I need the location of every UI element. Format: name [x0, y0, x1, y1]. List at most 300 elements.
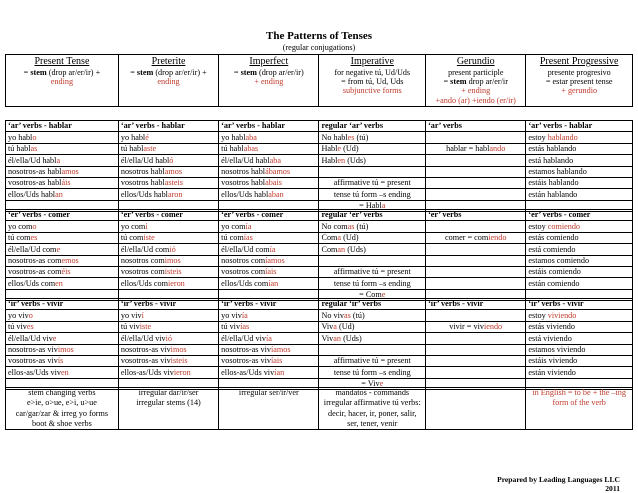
tense-name: [428, 56, 523, 68]
imperfect-ending: aba: [269, 155, 281, 165]
er-gerund-cell: [426, 221, 526, 232]
tense-name-text: Imperfect: [249, 56, 289, 67]
imperative-pronoun: (Ud): [341, 144, 359, 154]
ar-preterite-cell: [118, 155, 218, 166]
ir-gerund-cell: [426, 310, 526, 321]
gerund-stem: vivir = viv: [449, 322, 484, 332]
ir-present-cell: [6, 355, 119, 366]
preterite-ending: amos: [164, 167, 183, 177]
ar-preterite-cell: [118, 166, 218, 177]
ar-gerund-cell: [426, 166, 526, 177]
er-imperfect-cell: [219, 278, 319, 289]
progressive-estar: estás viviendo: [528, 322, 575, 332]
ir-progressive-cell: [526, 310, 633, 321]
preterite-stem: él/ella/Ud habl: [120, 155, 170, 165]
preterite-stem: ellos-as/Uds viv: [120, 367, 174, 377]
progressive-gerund: comiendo: [547, 221, 581, 231]
tense-name-text: Gerundio: [456, 56, 495, 67]
imperative-ending: an: [333, 333, 342, 343]
note-cell: [118, 388, 218, 430]
ar-progressive-cell: [526, 132, 633, 143]
imperative-ending: as: [344, 310, 351, 320]
er-gerund-cell: [426, 278, 526, 289]
ar-present-cell: [6, 189, 119, 200]
ar-preterite-cell: [118, 143, 218, 154]
preterite-ending: ió: [169, 244, 176, 254]
note-cell: [219, 388, 319, 430]
imperfect-stem: vosotros habl: [221, 178, 266, 188]
imperfect-ending: ías: [240, 322, 250, 332]
ir-present-cell: [6, 367, 119, 378]
er-preterite-cell: [118, 278, 218, 289]
ir-progressive-cell: [526, 321, 633, 332]
imperfect-stem: vosotros com: [221, 267, 266, 277]
imperfect-ending: ían: [268, 278, 279, 288]
tense-header-cell: [526, 55, 633, 107]
ar-preterite-cell: [118, 132, 218, 143]
progressive-estar: estoy: [528, 221, 548, 231]
er-present-cell: [6, 266, 119, 277]
note-cell: [319, 388, 426, 430]
preterite-stem: yo com: [120, 221, 146, 231]
progressive-estar: estáis viviendo: [528, 356, 578, 366]
ar-present-cell: [6, 177, 119, 188]
ar-imperative-cell: [319, 177, 426, 188]
present-ending: an: [55, 189, 63, 199]
present-stem: tú viv: [8, 322, 27, 332]
er-column-heading: ‘er’ verbs - comer: [6, 210, 119, 221]
preterite-stem: nosotros-as viv: [120, 345, 171, 355]
imperfect-ending: ábamos: [265, 167, 291, 177]
imperfect-stem: ellos-as/Uds viv: [221, 367, 275, 377]
tense-subtitle: presente progresivo: [547, 67, 611, 77]
preterite-ending: ieron: [173, 367, 191, 377]
imperative-stem: No viv: [321, 310, 344, 320]
ar-progressive-cell: [526, 166, 633, 177]
ar-progressive-cell: [526, 189, 633, 200]
ir-imperfect-cell: [219, 355, 319, 366]
er-imperative-cell: [319, 221, 426, 232]
ir-preterite-cell: [118, 367, 218, 378]
er-present-cell: [6, 244, 119, 255]
ar-column-heading: ‘ar’ verbs - hablar: [526, 121, 633, 132]
formula-gerund-endings: +ando (ar) +iendo (er/ir): [435, 95, 516, 105]
preterite-stem: vosotros habl: [120, 178, 165, 188]
ir-imperfect-cell: [219, 344, 319, 355]
imperative-ending: e: [379, 379, 384, 389]
imperative-pronoun: (Uds): [345, 244, 366, 254]
formula-ending: ending: [157, 76, 180, 86]
preterite-stem: tú habl: [120, 144, 144, 154]
er-imperative-cell: [319, 255, 426, 266]
note-line: decir, hacer, ir, poner, salir,: [327, 408, 417, 418]
imperfect-ending: íais: [265, 267, 277, 277]
present-stem: yo habl: [8, 132, 33, 142]
preterite-stem: ellos/Uds habl: [120, 189, 168, 199]
tense-header-cell: [319, 55, 426, 107]
preterite-stem: yo habl: [120, 132, 146, 142]
ir-preterite-cell: [118, 333, 218, 344]
imperfect-stem: él/ella/Ud com: [221, 244, 270, 254]
er-imperfect-cell: [219, 255, 319, 266]
er-column-heading: regular ‘er’ verbs: [319, 210, 426, 221]
preterite-stem: ellos/Uds com: [120, 278, 168, 288]
present-stem: ellos/Uds habl: [8, 189, 56, 199]
er-imperfect-cell: [219, 244, 319, 255]
progressive-estar: estamos hablando: [528, 167, 587, 177]
ir-verbs-table: [5, 298, 633, 390]
ar-preterite-cell: [118, 189, 218, 200]
progressive-estar: estáis hablando: [528, 178, 579, 188]
ir-present-cell: [6, 310, 119, 321]
ir-gerund-cell: [426, 333, 526, 344]
ir-imperative-cell: [319, 344, 426, 355]
gerund-ending: iendo: [483, 322, 503, 332]
imperative-stem: Com: [321, 233, 338, 243]
imperative-stem: = Habl: [359, 201, 382, 211]
imperfect-ending: ía: [241, 310, 248, 320]
er-progressive-cell: [526, 221, 633, 232]
preterite-ending: í: [145, 221, 148, 231]
ar-imperfect-cell: [219, 143, 319, 154]
imperfect-stem: ellos/Uds habl: [221, 189, 269, 199]
imperative-pronoun: (Ud): [336, 322, 355, 332]
progressive-gerund: viviendo: [547, 310, 577, 320]
ir-imperfect-cell: [219, 367, 319, 378]
formula-line: = from tú, Ud, Uds: [341, 76, 404, 86]
progressive-estar: estoy: [528, 132, 548, 142]
ir-present-cell: [6, 321, 119, 332]
ar-column-heading: ‘ar’ verbs: [426, 121, 526, 132]
er-verbs-table: [5, 209, 633, 301]
ar-imperative-cell: [319, 132, 426, 143]
note-line: ser, tener, venir: [347, 418, 398, 428]
progressive-estar: estás comiendo: [528, 233, 579, 243]
imperfect-stem: él/ella/Ud habl: [221, 155, 270, 165]
ar-column-heading: ‘ar’ verbs - hablar: [118, 121, 218, 132]
preterite-ending: ieron: [167, 278, 185, 288]
imperative-ending: e: [337, 144, 342, 154]
ar-gerund-cell: [426, 155, 526, 166]
ar-imperfect-cell: [219, 155, 319, 166]
imperfect-stem: nosotros habl: [221, 167, 266, 177]
gerund-ending: iendo: [488, 233, 507, 243]
present-ending: as: [30, 144, 38, 154]
imperfect-ending: ían: [274, 367, 285, 377]
note-line: stem changing verbs: [28, 388, 96, 397]
imperative-ending: a: [333, 322, 337, 332]
ir-progressive-cell: [526, 355, 633, 366]
er-progressive-cell: [526, 244, 633, 255]
ar-imperative-cell: [319, 189, 426, 200]
preterite-ending: asteis: [164, 178, 183, 188]
imperfect-ending: aban: [268, 189, 284, 199]
tense-header-cell: [6, 55, 119, 107]
imperfect-ending: íamos: [265, 256, 285, 266]
imperative-ending: an: [337, 244, 346, 254]
tense-name: [528, 56, 630, 68]
ir-imperative-cell: [319, 310, 426, 321]
imperative-stem: = Com: [359, 290, 382, 300]
ar-gerund-cell: [426, 143, 526, 154]
imperative-stem: tense tú form –s ending: [333, 278, 411, 288]
er-gerund-cell: [426, 244, 526, 255]
ar-column-heading: regular ‘ar’ verbs: [319, 121, 426, 132]
tense-header-cell: [219, 55, 319, 107]
imperative-stem: No com: [321, 221, 348, 231]
formula-line: = stem (drop ar/er/ir) +: [130, 67, 207, 77]
preterite-ending: isteis: [164, 267, 182, 277]
ir-imperfect-cell: [219, 321, 319, 332]
present-stem: yo viv: [8, 310, 29, 320]
progressive-estar: está viviendo: [528, 333, 572, 343]
ir-preterite-cell: [118, 344, 218, 355]
formula-ending: ending: [50, 76, 74, 86]
present-ending: en: [55, 278, 63, 288]
imperfect-stem: tú viv: [221, 322, 241, 332]
tense-subtitle: for negative tú, Ud/Uds: [334, 67, 411, 77]
progressive-estar: está comiendo: [528, 244, 576, 254]
present-ending: imos: [57, 345, 74, 355]
tense-header-cell: [118, 55, 218, 107]
formula-ending: subjunctive forms: [342, 86, 402, 96]
imperative-stem: Viv: [321, 322, 334, 332]
present-stem: él/ella/Ud viv: [8, 333, 53, 343]
imperative-stem: = Viv: [361, 379, 380, 389]
note-line: irregular dar/ir/ser: [138, 388, 199, 397]
er-progressive-cell: [526, 278, 633, 289]
present-ending: e: [56, 244, 61, 254]
present-stem: tú com: [8, 233, 31, 243]
er-column-heading: ‘er’ verbs: [426, 210, 526, 221]
present-ending: éis: [61, 267, 71, 277]
notes-table: [5, 387, 633, 430]
credit: [497, 475, 620, 493]
imperfect-stem: él/ella/Ud viv: [221, 333, 266, 343]
formula-ending: + ending: [461, 86, 491, 96]
preterite-ending: imos: [170, 345, 187, 355]
present-ending: o: [32, 132, 37, 142]
imperative-pronoun: (Uds): [341, 333, 362, 343]
preterite-stem: vosotros-as viv: [120, 356, 171, 366]
preterite-stem: nosotros habl: [120, 167, 165, 177]
progressive-estar: estáis comiendo: [528, 267, 581, 277]
ir-column-heading: regular ‘ir’ verbs: [319, 299, 426, 310]
preterite-ending: ió: [165, 333, 173, 343]
note-line: irregular affirmative tú verbs:: [323, 398, 421, 408]
imperative-stem: Habl: [321, 155, 338, 165]
present-ending: a: [56, 155, 61, 165]
present-ending: ís: [57, 356, 64, 366]
present-stem: vosotros-as com: [8, 267, 62, 277]
tense-name: [121, 56, 216, 68]
gerund-stem: hablar = habl: [446, 144, 490, 154]
er-present-cell: [6, 278, 119, 289]
imperfect-ending: ía: [245, 221, 252, 231]
er-imperative-cell: [319, 278, 426, 289]
credit-line: Prepared by Leading Languages LLC: [497, 475, 620, 484]
preterite-stem: vosotros com: [120, 267, 165, 277]
tense-name-text: Preterite: [151, 56, 186, 67]
er-preterite-cell: [118, 221, 218, 232]
ir-imperative-cell: [319, 321, 426, 332]
ir-imperative-cell: [319, 367, 426, 378]
tense-name-text: Present Progressive: [539, 56, 619, 67]
ar-present-cell: [6, 155, 119, 166]
ar-imperfect-cell: [219, 132, 319, 143]
er-gerund-cell: [426, 232, 526, 243]
note-cell: [526, 388, 633, 430]
present-stem: ellos/Uds com: [8, 278, 56, 288]
imperfect-stem: nosotros com: [221, 256, 266, 266]
tense-header-cell: [426, 55, 526, 107]
ar-progressive-cell: [526, 143, 633, 154]
imperfect-ending: ías: [243, 233, 253, 243]
er-imperative-cell: [319, 232, 426, 243]
preterite-ending: iste: [139, 322, 152, 332]
ar-gerund-cell: [426, 177, 526, 188]
progressive-estar: estamos comiendo: [528, 256, 590, 266]
er-present-cell: [6, 255, 119, 266]
imperfect-stem: vosotros-as viv: [221, 356, 271, 366]
imperative-pronoun: (Uds): [345, 155, 366, 165]
present-ending: es: [26, 322, 34, 332]
imperative-pronoun: (tú): [354, 221, 369, 231]
ar-imperfect-cell: [219, 177, 319, 188]
preterite-ending: aron: [167, 189, 183, 199]
imperative-stem: affirmative tú = present: [333, 267, 411, 277]
ir-column-heading: ‘ir’ verbs - vivir: [426, 299, 526, 310]
imperative-stem: tense tú form –s ending: [333, 367, 411, 377]
ar-present-cell: [6, 132, 119, 143]
gerund-ending: ando: [489, 144, 506, 154]
ir-preterite-cell: [118, 310, 218, 321]
ir-gerund-cell: [426, 355, 526, 366]
imperfect-stem: yo viv: [221, 310, 242, 320]
ar-gerund-cell: [426, 189, 526, 200]
imperfect-ending: abais: [265, 178, 282, 188]
imperative-stem: affirmative tú = present: [333, 178, 411, 188]
er-preterite-cell: [118, 255, 218, 266]
ar-present-cell: [6, 166, 119, 177]
preterite-ending: isteis: [170, 356, 188, 366]
gerund-stem: comer = com: [444, 233, 489, 243]
imperfect-stem: ellos/Uds com: [221, 278, 269, 288]
note-line: e>ie, o>ue, e>i, u>ue: [27, 398, 97, 408]
imperfect-stem: yo com: [221, 221, 246, 231]
ir-gerund-cell: [426, 321, 526, 332]
preterite-ending: é: [145, 132, 149, 142]
imperative-ending: es: [347, 132, 355, 142]
preterite-ending: iste: [143, 233, 155, 243]
imperfect-ending: ía: [265, 333, 272, 343]
note-cell: [6, 388, 119, 430]
imperative-ending: en: [337, 155, 346, 165]
present-stem: nosotros-as habl: [8, 167, 62, 177]
ar-imperfect-cell: [219, 166, 319, 177]
ar-column-heading: ‘ar’ verbs - hablar: [219, 121, 319, 132]
imperative-ending: e: [381, 290, 386, 300]
ar-progressive-cell: [526, 155, 633, 166]
imperative-ending: a: [381, 201, 386, 211]
present-stem: nosotros-as com: [8, 256, 62, 266]
preterite-ending: aste: [143, 144, 157, 154]
note-line: irregular ser/ir/ver: [238, 388, 299, 397]
tense-subtitle: present participle: [448, 67, 504, 77]
er-imperfect-cell: [219, 266, 319, 277]
formula-line: = estar present tense: [545, 76, 613, 86]
preterite-stem: él/ella/Ud com: [120, 244, 170, 254]
formula-line: = stem (drop ar/er/ir): [233, 67, 304, 77]
formula-ending: + gerundio: [561, 86, 598, 96]
imperative-stem: Com: [321, 244, 338, 254]
tense-name: [221, 56, 316, 68]
ar-present-cell: [6, 143, 119, 154]
imperfect-ending: ía: [269, 244, 276, 254]
preterite-stem: tú com: [120, 233, 144, 243]
present-stem: tú habl: [8, 144, 31, 154]
note-line: boot & shoe verbs: [32, 418, 92, 428]
tense-header-table: [5, 54, 633, 107]
formula-ending: + ending: [254, 76, 284, 86]
present-stem: vosotros-as viv: [8, 356, 58, 366]
er-imperfect-cell: [219, 232, 319, 243]
present-stem: vosotros-as habl: [8, 178, 62, 188]
er-preterite-cell: [118, 244, 218, 255]
present-ending: o: [32, 221, 37, 231]
preterite-stem: él/ella/Ud viv: [120, 333, 166, 343]
preterite-ending: í: [141, 310, 144, 320]
ir-imperfect-cell: [219, 333, 319, 344]
imperfect-ending: aba: [245, 132, 257, 142]
imperfect-ending: íamos: [270, 345, 291, 355]
progressive-estar: están hablando: [528, 189, 578, 199]
er-progressive-cell: [526, 266, 633, 277]
imperative-stem: Habl: [321, 144, 338, 154]
ar-gerund-cell: [426, 132, 526, 143]
present-ending: o: [28, 310, 33, 320]
ir-gerund-cell: [426, 367, 526, 378]
er-preterite-cell: [118, 232, 218, 243]
preterite-stem: nosotros com: [120, 256, 165, 266]
ar-imperative-cell: [319, 155, 426, 166]
present-stem: él/ella/Ud habl: [8, 155, 57, 165]
ir-column-heading: ‘ir’ verbs - vivir: [219, 299, 319, 310]
imperative-stem: tense tú form –s ending: [333, 189, 411, 199]
present-stem: ellos-as/Uds viv: [8, 367, 61, 377]
ir-gerund-cell: [426, 344, 526, 355]
imperative-ending: a: [337, 233, 342, 243]
ar-imperfect-cell: [219, 189, 319, 200]
er-imperative-cell: [319, 266, 426, 277]
ir-progressive-cell: [526, 333, 633, 344]
ar-column-heading: ‘ar’ verbs - hablar: [6, 121, 119, 132]
ir-preterite-cell: [118, 321, 218, 332]
ir-imperative-cell: [319, 355, 426, 366]
er-column-heading: ‘er’ verbs - comer: [118, 210, 218, 221]
formula-line: = stem drop ar/er/ir: [443, 76, 508, 86]
progressive-estar: estás hablando: [528, 144, 577, 154]
er-column-heading: ‘er’ verbs - comer: [219, 210, 319, 221]
imperative-stem: affirmative tú = present: [333, 356, 411, 366]
preterite-ending: ó: [169, 155, 174, 165]
er-column-heading: ‘er’ verbs - comer: [526, 210, 633, 221]
er-gerund-cell: [426, 266, 526, 277]
er-imperfect-cell: [219, 221, 319, 232]
present-stem: yo com: [8, 221, 33, 231]
imperfect-ending: íais: [270, 356, 283, 366]
ir-present-cell: [6, 344, 119, 355]
